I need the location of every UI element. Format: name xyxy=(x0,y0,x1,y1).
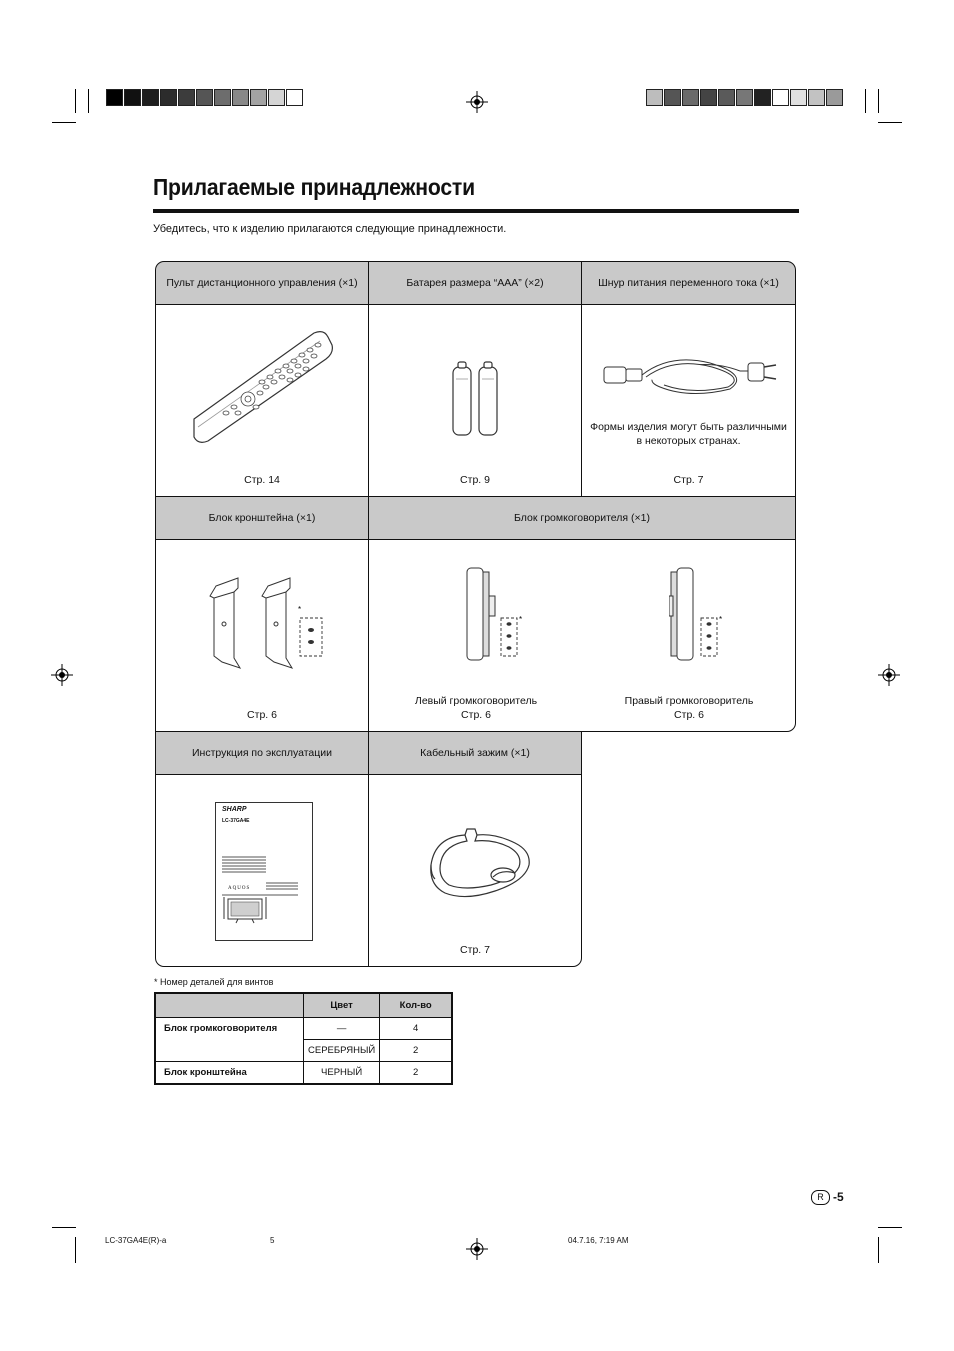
right-speaker-label: Правый громкоговоритель xyxy=(624,695,754,707)
header-bracket: Блок кронштейна (×1) xyxy=(155,496,369,540)
row-qty: 2 xyxy=(380,1040,453,1062)
ref-bracket: Стр. 6 xyxy=(247,709,277,721)
svg-text:*: * xyxy=(298,605,302,614)
ref-cord: Стр. 7 xyxy=(673,474,704,486)
footer-timestamp: 04.7.16, 7:19 AM xyxy=(568,1236,629,1245)
table-row xyxy=(155,1062,452,1085)
right-speaker-icon xyxy=(669,564,739,664)
header-speaker: Блок громкоговорителя (×1) xyxy=(368,496,796,540)
right-speaker-ref: Стр. 6 xyxy=(674,709,704,721)
row-color: СЕРЕБРЯНЫЙ xyxy=(304,1040,380,1062)
remote-control-icon xyxy=(186,323,336,443)
header-qty: Кол-во xyxy=(380,993,453,1018)
footer-file: LC-37GA4E(R)-a xyxy=(105,1236,167,1245)
svg-text:*: * xyxy=(519,615,523,624)
ref-remote: Стр. 14 xyxy=(244,474,280,486)
row-name: Блок кронштейна xyxy=(155,1062,304,1085)
ref-clamp: Стр. 7 xyxy=(460,944,490,956)
crop-mark-icon xyxy=(878,89,879,113)
screw-footnote: * Номер деталей для винтов xyxy=(154,977,274,987)
header-blank xyxy=(155,993,304,1018)
header-clamp: Кабельный зажим (×1) xyxy=(368,731,582,775)
left-speaker-icon xyxy=(461,564,531,664)
cell-speaker xyxy=(368,539,796,732)
header-color: Цвет xyxy=(304,993,380,1018)
left-speaker-label: Левый громкоговоритель xyxy=(414,695,538,707)
manual-series: AQUOS xyxy=(228,886,251,891)
table-row xyxy=(155,1018,452,1040)
page-title: Прилагаемые принадлежности xyxy=(153,174,475,200)
crop-mark-icon xyxy=(52,122,76,123)
screw-table xyxy=(154,992,453,1085)
header-cord: Шнур питания переменного тока (×1) xyxy=(581,261,796,305)
header-battery: Батарея размера “AAA” (×2) xyxy=(368,261,582,305)
manual-cover-icon xyxy=(215,802,313,941)
intro-text: Убедитесь, что к изделию прилагаются следующие принадлежности. xyxy=(153,223,507,235)
registration-mark-icon xyxy=(878,664,900,686)
crop-mark-icon xyxy=(878,1227,902,1228)
row-color: ЧЕРНЫЙ xyxy=(304,1062,380,1085)
registration-mark-icon xyxy=(51,664,73,686)
manual-brand: SHARP xyxy=(222,806,247,813)
header-remote: Пульт дистанционного управления (×1) xyxy=(155,261,369,305)
row-color: — xyxy=(304,1018,380,1040)
crop-mark-icon xyxy=(88,89,89,113)
cable-clamp-icon xyxy=(425,825,535,903)
battery-icon xyxy=(447,359,503,439)
crop-mark-icon xyxy=(75,1237,76,1263)
row-name: Блок громкоговорителя xyxy=(155,1018,304,1062)
svg-text:*: * xyxy=(719,615,723,624)
crop-mark-icon xyxy=(878,122,902,123)
power-cord-icon xyxy=(600,349,780,401)
registration-mark-icon xyxy=(466,91,488,113)
cell-battery xyxy=(368,304,582,497)
registration-mark-icon xyxy=(466,1238,488,1260)
row-qty: 4 xyxy=(380,1018,453,1040)
footer-sheet: 5 xyxy=(270,1236,275,1245)
left-speaker-ref: Стр. 6 xyxy=(461,709,491,721)
manual-illustration xyxy=(222,855,300,935)
cell-cord xyxy=(581,304,796,497)
header-manual: Инструкция по эксплуатации xyxy=(155,731,369,775)
crop-mark-icon xyxy=(52,1227,76,1228)
page-num-text: -5 xyxy=(833,1190,844,1204)
row-qty: 2 xyxy=(380,1062,453,1085)
crop-mark-icon xyxy=(75,89,76,113)
crop-mark-icon xyxy=(878,1237,879,1263)
cord-note: Формы изделия могут быть различными в некоторых странах. xyxy=(590,421,787,447)
ref-battery: Стр. 9 xyxy=(460,474,490,486)
crop-mark-icon xyxy=(865,89,866,113)
table-header-row xyxy=(155,993,452,1018)
cell-clamp xyxy=(368,774,582,967)
manual-model: LC-37GA4E xyxy=(222,818,250,824)
cell-bracket xyxy=(155,539,369,732)
cell-manual xyxy=(155,774,369,967)
language-badge: R xyxy=(811,1190,830,1205)
title-rule xyxy=(153,209,799,213)
bracket-icon xyxy=(204,576,329,670)
page-number xyxy=(811,1190,844,1205)
cell-remote xyxy=(155,304,369,497)
